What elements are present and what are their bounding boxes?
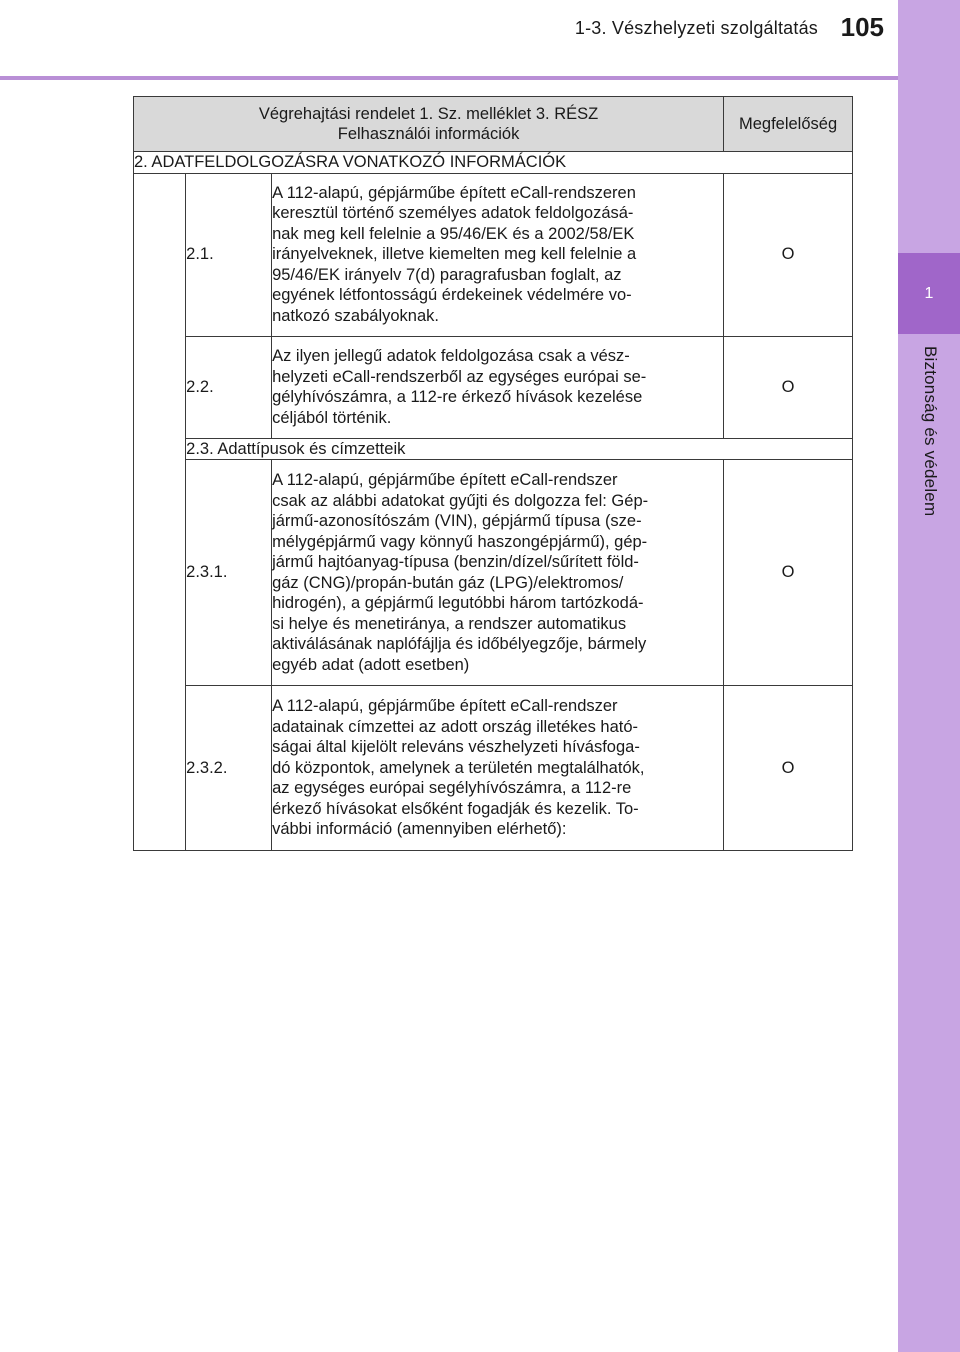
row-description [272, 173, 724, 336]
row-number: 2.3.2. [186, 686, 272, 851]
chapter-title: 1-3. Vészhelyzeti szolgáltatás [574, 18, 818, 38]
row-number: 2.3.1. [186, 460, 272, 686]
desc-line: csak az alábbi adatokat gyűjti és dolgozza fel: Gép- [272, 491, 649, 510]
desc-line: A 112-alapú, gépjárműbe épített eCall-rendszer [272, 697, 618, 716]
header-divider [0, 76, 898, 80]
desc-line: jármű-azonosítószám (VIN), gépjármű típusa (sze- [272, 512, 642, 530]
row-compliance: O [724, 173, 853, 336]
desc-line: A 112-alapú, gépjárműbe épített eCall-rendszeren [272, 183, 636, 202]
desc-line: aktiválásának naplófájlja és időbélyegzője, bármely [272, 635, 647, 653]
desc-line: adatainak címzettei az adott ország illetékes ható- [272, 717, 639, 736]
table-row [134, 173, 853, 336]
desc-line: az egységes európai segélyhívószámra, a 112-re [272, 779, 632, 798]
side-chapter-label: Biztonság és védelem [921, 346, 940, 517]
desc-line: keresztül történő személyes adatok feldolgozásá- [272, 204, 634, 223]
header-line: Végrehajtási rendelet 1. Sz. melléklet 3. RÉSZ [258, 104, 599, 123]
desc-line: céljából történik. [272, 408, 392, 427]
table-header-requirement [134, 97, 724, 152]
row-compliance: O [724, 336, 853, 438]
subsection-row [134, 438, 853, 460]
desc-line: helyzeti eCall-rendszerből az egységes európai se- [272, 367, 647, 386]
table-header-row [134, 97, 853, 152]
row-number: 2.2. [186, 336, 272, 438]
desc-line: si helye és menetiránya, a rendszer automatikus [272, 614, 627, 633]
indent-cell [134, 173, 186, 851]
desc-line: jármű hajtóanyag-típusa (benzin/dízel/sűrített föld- [272, 553, 639, 571]
compliance-table [133, 96, 853, 851]
row-description [272, 460, 724, 686]
desc-line: érkező hívásokat elsőként fogadják és kezelik. To- [272, 799, 639, 818]
desc-line: mélygépjármű vagy könnyű haszongépjármű), gép- [272, 532, 648, 551]
row-description [272, 336, 724, 438]
desc-line: vábbi információ (amennyiben elérhető): [272, 820, 567, 839]
desc-line: 95/46/EK irányelv 7(d) paragrafusban foglalt, az [272, 265, 622, 284]
subsection-title: 2.3. Adattípusok és címzetteik [186, 438, 853, 460]
row-number: 2.1. [186, 173, 272, 336]
side-thumb-strip [898, 0, 960, 1352]
table-header-compliance: Megfelelőség [724, 97, 853, 152]
page-number: 105 [840, 12, 884, 42]
section-row [134, 152, 853, 174]
side-chapter-tab: 1 [898, 253, 960, 334]
table-row [134, 336, 853, 438]
desc-line: gáz (CNG)/propán-bután gáz (LPG)/elektromos/ [272, 573, 624, 592]
desc-line: hidrogén), a gépjármű legutóbbi három tartózkodá- [272, 594, 644, 612]
row-compliance: O [724, 686, 853, 851]
desc-line: A 112-alapú, gépjárműbe épített eCall-rendszer [272, 471, 618, 489]
row-description [272, 686, 724, 851]
desc-line: egyéb adat (adott esetben) [272, 655, 470, 674]
desc-line: ságai által kijelölt releváns vészhelyzeti hívásfoga- [272, 738, 640, 757]
table-row [134, 686, 853, 851]
desc-line: gélyhívószámra, a 112-re érkező hívások kezelése [272, 388, 643, 406]
desc-line: dó központok, amelynek a területén megtalálhatók, [272, 758, 645, 777]
row-compliance: O [724, 460, 853, 686]
table-row [134, 460, 853, 686]
header-line: Felhasználói információk [337, 125, 520, 143]
section-title: 2. ADATFELDOLGOZÁSRA VONATKOZÓ INFORMÁCIÓK [134, 152, 853, 174]
desc-line: irányelveknek, illetve kiemelten meg kell felelnie a [272, 245, 637, 264]
desc-line: natkozó szabályoknak. [272, 306, 439, 325]
desc-line: egyének létfontosságú érdekeinek védelmére vo- [272, 286, 632, 305]
desc-line: Az ilyen jellegű adatok feldolgozása csak a vész- [272, 347, 630, 365]
desc-line: nak meg kell felelnie a 95/46/EK és a 2002/58/EK [272, 224, 635, 243]
